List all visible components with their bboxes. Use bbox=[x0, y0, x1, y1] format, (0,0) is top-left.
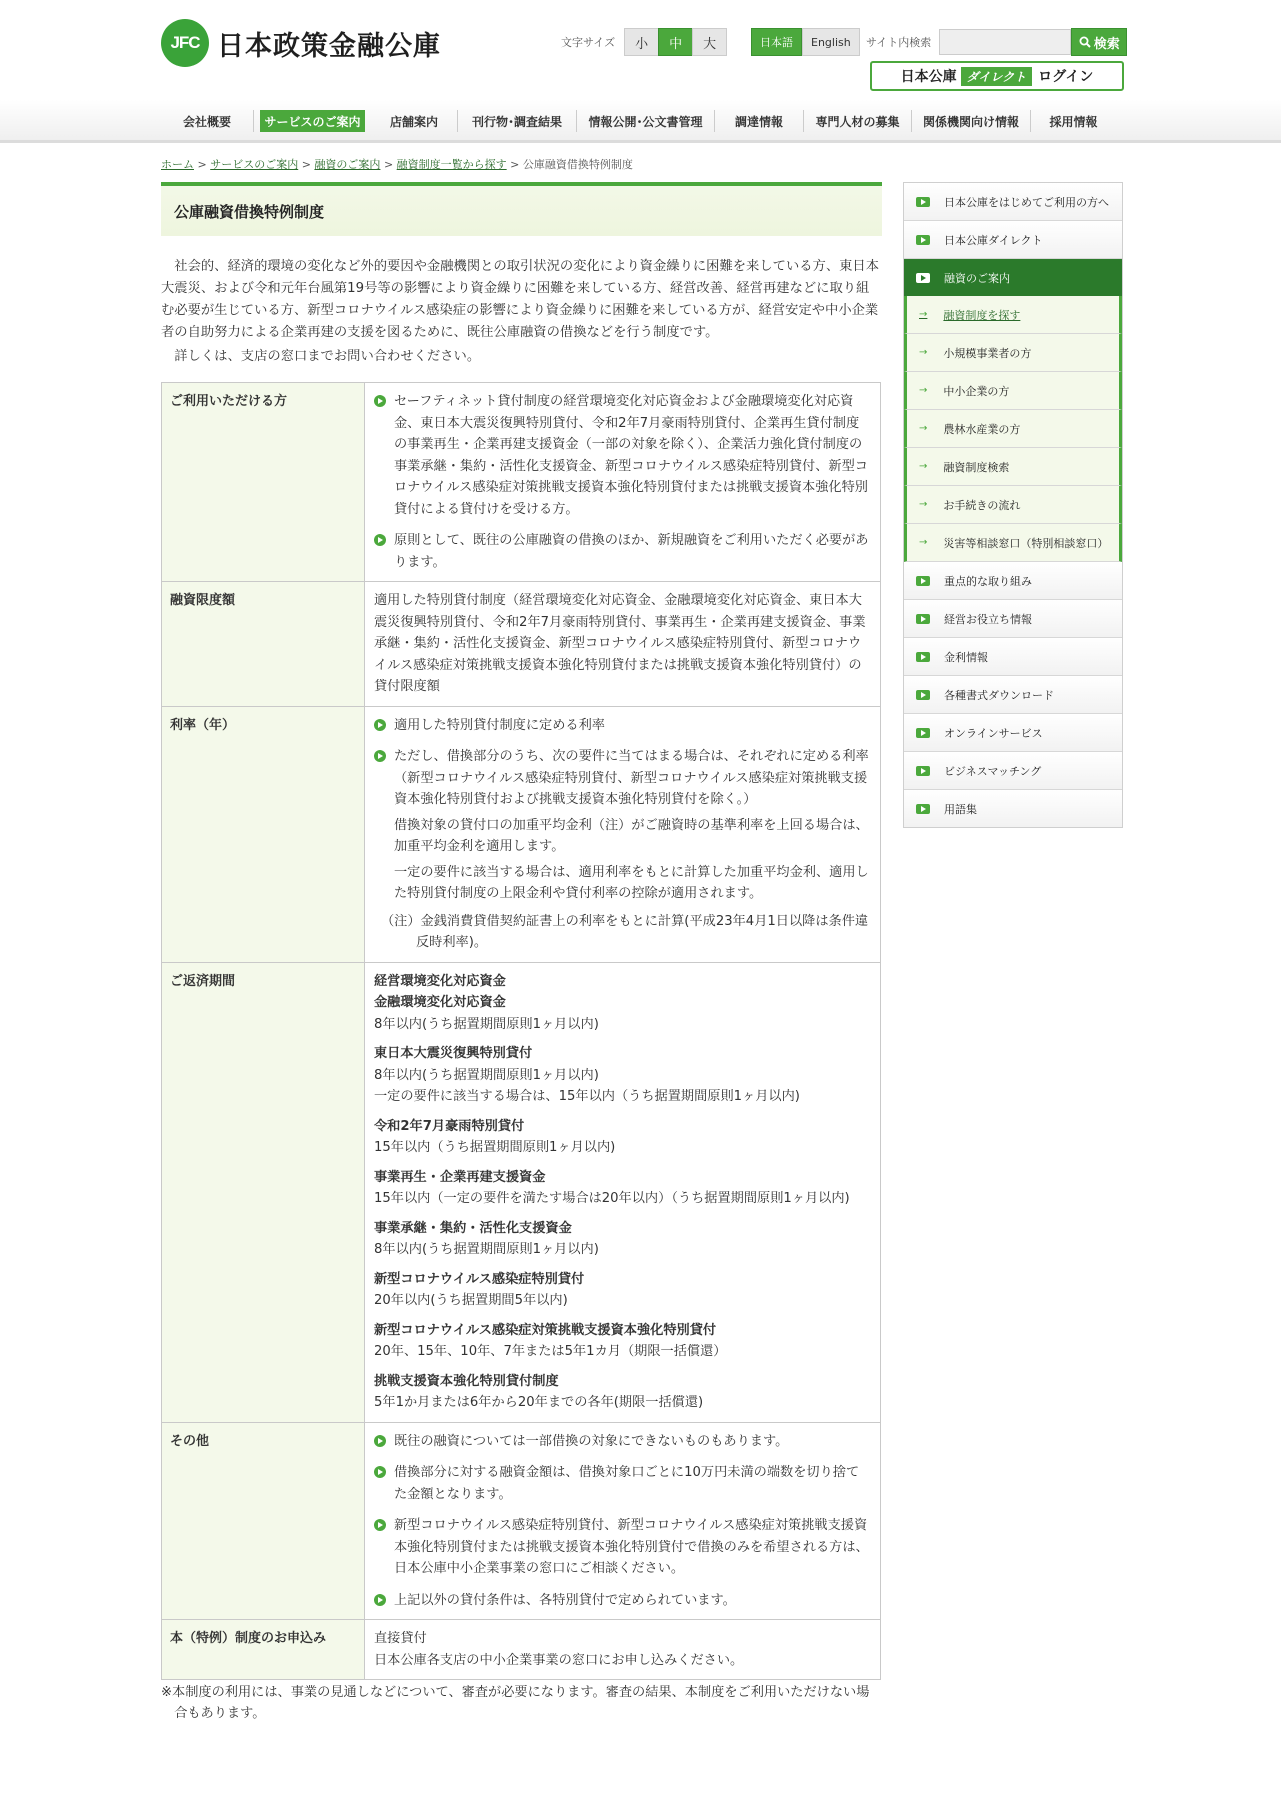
loan-conditions-table bbox=[161, 382, 881, 1680]
rate-condition-2: 一定の要件に該当する場合は、適用利率をもとに計算した加重平均金利、適用した特別貸付制度の上限金利や貸付利率の控除が適用されます。 bbox=[394, 864, 869, 901]
breadcrumb-separator: > bbox=[197, 158, 207, 171]
logo-badge: JFC bbox=[161, 19, 209, 67]
row-label-other: その他 bbox=[162, 1422, 365, 1620]
sidenav-sub-label: 災害等相談窓口（特別相談窓口） bbox=[943, 536, 1109, 550]
intro-contact-paragraph: 詳しくは、支店の窓口までお問い合わせください。 bbox=[174, 349, 481, 364]
sidenav-sub-label: 農林水産業の方 bbox=[943, 422, 1021, 436]
bullet-icon bbox=[374, 1435, 386, 1447]
arrow-icon bbox=[916, 690, 930, 700]
table-row bbox=[162, 1422, 881, 1620]
arrow-icon bbox=[916, 614, 930, 624]
sidenav-item-business-info[interactable] bbox=[904, 600, 1122, 638]
repay-block-line: 15年以内（うち据置期間原則1ヶ月以内) bbox=[374, 1140, 616, 1155]
font-size-label: 文字サイズ bbox=[561, 36, 616, 49]
row-value-rate bbox=[365, 706, 881, 962]
row-value-repay bbox=[365, 962, 881, 1422]
repay-block-line: 一定の要件に該当する場合は、15年以内（うち据置期間原則1ヶ月以内) bbox=[374, 1089, 800, 1104]
chevron-right-icon: → bbox=[919, 461, 928, 472]
arrow-icon bbox=[916, 197, 930, 207]
bullet-icon bbox=[374, 1519, 386, 1531]
nav-related-orgs[interactable]: 関係機関向け情報 bbox=[912, 110, 1031, 132]
list-item-text: 既往の融資については一部借換の対象にできないものもあります。 bbox=[394, 1433, 789, 1449]
main-content bbox=[161, 182, 882, 1724]
side-nav bbox=[903, 182, 1123, 828]
sidenav-item-label: 重点的な取り組み bbox=[944, 574, 1032, 588]
nav-stores[interactable]: 店舗案内 bbox=[371, 110, 458, 132]
logo[interactable] bbox=[161, 19, 441, 67]
list-item-text: セーフティネット貸付制度の経営環境変化対応資金および金融環境変化対応資金、東日本大震災復興特別貸付、令和2年7月豪雨特別貸付、企業再生貸付制度の事業再生・企業再建支援資金（一部の対象を除く）、企業活力強化貸付制度の事業承継・集約・活性化支援資金、新型コロナウイルス感染症特別貸付、新型コロナウイルス感染症対策挑戦支援資本強化特別貸付または挑戦支援資本強化特別貸付による貸付けを受ける方。 bbox=[394, 394, 868, 517]
nav-procurement[interactable]: 調達情報 bbox=[715, 110, 804, 132]
repay-block-title: 東日本大震災復興特別貸付 bbox=[374, 1046, 533, 1061]
login-tag: ダイレクト bbox=[961, 67, 1033, 86]
sidenav-item-label: 用語集 bbox=[944, 802, 977, 816]
repay-block bbox=[374, 1320, 871, 1363]
sidenav-sub-label: 小規模事業者の方 bbox=[943, 346, 1032, 360]
repay-block-line: 8年以内(うち据置期間原則1ヶ月以内) bbox=[374, 1016, 599, 1032]
sidenav-sub-label: 融資制度検索 bbox=[943, 460, 1010, 474]
repay-block-line: 8年以内(うち据置期間原則1ヶ月以内) bbox=[374, 1067, 599, 1083]
sidenav-item-label: 日本公庫をはじめてご利用の方へ bbox=[944, 195, 1109, 209]
sidenav-item-label: 経営お役立ち情報 bbox=[944, 612, 1032, 626]
repay-block-title: 事業承継・集約・活性化支援資金 bbox=[374, 1220, 572, 1236]
row-label-apply: 本（特例）制度のお申込み bbox=[162, 1620, 365, 1680]
sidenav-sub-agriculture[interactable] bbox=[904, 410, 1122, 448]
bullet-icon bbox=[374, 395, 386, 407]
nav-services[interactable]: サービスのご案内 bbox=[260, 110, 365, 132]
search-input[interactable] bbox=[939, 29, 1071, 55]
intro-paragraph: 社会的、経済的環境の変化など外的要因や金融機関との取引状況の変化により資金繰りに困難を来している方、東日本大震災、および令和元年台風第19号等の影響により資金繰りに困難を来している方、経営改善、経営再建などに取り組む必要が生じている方、新型コロナウイルス感染症の影響により資金繰りに困難を来している方が、経営安定や中小企業者の自助努力による企業再建の支援を図るために、既往公庫融資の借換などを行う制度です。 bbox=[161, 259, 880, 340]
breadcrumb bbox=[161, 156, 633, 172]
repay-block bbox=[374, 1167, 871, 1210]
repay-block bbox=[374, 1116, 871, 1159]
sidenav-item-first-time[interactable] bbox=[904, 183, 1122, 221]
table-row bbox=[162, 383, 881, 582]
bullet-icon bbox=[374, 1466, 386, 1478]
bullet-icon bbox=[374, 750, 386, 762]
list-item bbox=[374, 391, 871, 520]
list-item-text: 新型コロナウイルス感染症特別貸付、新型コロナウイルス感染症対策挑戦支援資本強化特別貸付または挑戦支援資本強化特別貸付で借換のみを希望される方は、日本公庫中小企業事業の窓口にご相談ください。 bbox=[394, 1518, 869, 1576]
breadcrumb-separator: > bbox=[383, 158, 394, 171]
row-label-eligible: ご利用いただける方 bbox=[162, 383, 365, 582]
sidenav-item-rates[interactable] bbox=[904, 638, 1122, 676]
sidenav-sub-label: お手続きの流れ bbox=[943, 498, 1021, 512]
table-row bbox=[162, 706, 881, 962]
row-label-limit: 融資限度額 bbox=[162, 582, 365, 707]
sidenav-item-online[interactable] bbox=[904, 714, 1122, 752]
repay-block bbox=[374, 1269, 871, 1312]
repay-block-title: 新型コロナウイルス感染症対策挑戦支援資本強化特別貸付 bbox=[374, 1322, 717, 1338]
font-size-large-button[interactable]: 大 bbox=[692, 28, 727, 56]
repay-block-line: 8年以内(うち据置期間原則1ヶ月以内) bbox=[374, 1242, 599, 1257]
list-item bbox=[374, 1590, 871, 1612]
font-size-small-button[interactable]: 小 bbox=[624, 28, 659, 56]
sidenav-item-matching[interactable] bbox=[904, 752, 1122, 790]
nav-careers[interactable]: 採用情報 bbox=[1049, 114, 1098, 129]
sidenav-item-loans[interactable] bbox=[904, 259, 1122, 296]
chevron-right-icon: → bbox=[919, 385, 928, 396]
bullet-icon bbox=[374, 719, 386, 731]
chevron-right-icon: → bbox=[919, 499, 928, 510]
lang-japanese-button[interactable]: 日本語 bbox=[751, 28, 802, 56]
breadcrumb-home[interactable]: ホーム bbox=[161, 158, 194, 171]
nav-publications[interactable]: 刊行物･調査結果 bbox=[458, 110, 577, 132]
arrow-icon bbox=[916, 652, 930, 662]
site-search bbox=[866, 28, 1127, 56]
repay-block-title: 経営環境変化対応資金 bbox=[374, 973, 506, 989]
row-label-rate: 利率（年） bbox=[162, 706, 365, 962]
row-value-apply bbox=[365, 1620, 881, 1680]
bullet-icon bbox=[374, 1594, 386, 1606]
repay-block-title-2: 金融環境変化対応資金 bbox=[374, 995, 506, 1010]
table-row bbox=[162, 582, 881, 707]
table-row bbox=[162, 962, 881, 1422]
repay-block bbox=[374, 1218, 871, 1261]
list-item bbox=[374, 1431, 871, 1453]
search-button-label: 検索 bbox=[1093, 36, 1120, 52]
sidenav-sub-find-loan[interactable] bbox=[904, 296, 1122, 334]
arrow-icon bbox=[916, 728, 930, 738]
sidenav-sub-small-business[interactable] bbox=[904, 334, 1122, 372]
sidenav-item-label: オンラインサービス bbox=[944, 726, 1043, 740]
list-item-text: 適用した特別貸付制度に定める利率 bbox=[394, 717, 605, 733]
row-value-limit: 適用した特別貸付制度（経営環境変化対応資金、金融環境変化対応資金、東日本大震災復興特別貸付、令和2年7月豪雨特別貸付、事業再生・企業再建支援資金、事業承継・集約・活性化支援資金、新型コロナウイルス感染症特別貸付、新型コロナウイルス感染症対策挑戦支援資本強化特別貸付または挑戦支援資本強化特別貸付）の貸付限度額 bbox=[365, 582, 881, 707]
sidenav-item-label: ビジネスマッチング bbox=[944, 764, 1042, 778]
chevron-right-icon: → bbox=[919, 537, 928, 548]
breadcrumb-loan-list[interactable]: 融資制度一覧から探す bbox=[396, 158, 507, 171]
repay-block-title: 事業再生・企業再建支援資金 bbox=[374, 1169, 546, 1185]
global-nav bbox=[0, 100, 1281, 143]
sidenav-sub-disaster-desk[interactable] bbox=[904, 524, 1122, 562]
nav-recruit-specialists[interactable]: 専門人材の募集 bbox=[804, 110, 912, 132]
sidenav-item-label: 各種書式ダウンロード bbox=[944, 688, 1054, 702]
row-value-eligible bbox=[365, 383, 881, 582]
repay-block-line: 5年1か月または6年から20年までの各年(期限一括償還) bbox=[374, 1395, 704, 1410]
sidenav-sub-sme[interactable] bbox=[904, 372, 1122, 410]
repay-block-title: 令和2年7月豪雨特別貸付 bbox=[374, 1118, 525, 1134]
search-icon bbox=[1079, 36, 1091, 48]
apply-instructions: 日本公庫各支店の中小企業事業の窓口にお申し込みください。 bbox=[374, 1652, 744, 1668]
sidenav-item-label: 金利情報 bbox=[944, 650, 988, 664]
list-item bbox=[374, 1515, 871, 1580]
font-size-medium-button[interactable]: 中 bbox=[658, 28, 693, 56]
rate-note: （注）金銭消費貸借契約証書上の利率をもとに計算(平成23年4月1日以降は条件違反時利率)。 bbox=[381, 913, 869, 950]
arrow-icon bbox=[916, 804, 930, 814]
logo-text: 日本政策金融公庫 bbox=[217, 30, 441, 62]
repay-block-line: 20年以内(うち据置期間5年以内) bbox=[374, 1293, 568, 1308]
search-button[interactable] bbox=[1071, 28, 1127, 56]
search-label: サイト内検索 bbox=[866, 36, 932, 49]
footnote: ※本制度の利用には、事業の見通しなどについて、審査が必要になります。審査の結果、本制度をご利用いただけない場合もあります。 bbox=[161, 1685, 870, 1721]
breadcrumb-services[interactable]: サービスのご案内 bbox=[210, 158, 299, 171]
sidenav-sub-procedure[interactable] bbox=[904, 486, 1122, 524]
repay-block bbox=[374, 971, 871, 1036]
arrow-icon bbox=[916, 766, 930, 776]
chevron-right-icon: → bbox=[919, 347, 928, 358]
list-item bbox=[374, 715, 871, 737]
direct-login-button[interactable] bbox=[870, 61, 1124, 91]
nav-disclosure[interactable]: 情報公開･公文書管理 bbox=[577, 110, 715, 132]
chevron-right-icon: → bbox=[919, 423, 928, 434]
nav-company[interactable]: 会社概要 bbox=[161, 110, 254, 132]
repay-block bbox=[374, 1043, 871, 1108]
sidenav-item-label: 融資のご案内 bbox=[944, 271, 1010, 285]
list-item bbox=[374, 1462, 871, 1505]
sidenav-sub-label: 融資制度を探す bbox=[943, 308, 1021, 322]
sidenav-sub-label: 中小企業の方 bbox=[943, 384, 1010, 398]
arrow-icon bbox=[916, 235, 930, 245]
repay-block-title: 挑戦支援資本強化特別貸付制度 bbox=[374, 1373, 559, 1389]
breadcrumb-separator: > bbox=[510, 158, 520, 171]
arrow-icon bbox=[916, 576, 930, 586]
table-row bbox=[162, 1620, 881, 1680]
repay-block-line: 15年以内（一定の要件を満たす場合は20年以内）（うち据置期間原則1ヶ月以内) bbox=[374, 1191, 850, 1206]
breadcrumb-separator: > bbox=[301, 158, 311, 171]
list-item bbox=[374, 746, 871, 811]
login-label: ログイン bbox=[1038, 69, 1094, 85]
rate-condition-1: 借換対象の貸付口の加重平均金利（注）がご融資時の基準利率を上回る場合は、加重平均金利を適用します。 bbox=[394, 817, 869, 854]
site-header bbox=[0, 0, 1281, 88]
page-title: 公庫融資借換特例制度 bbox=[161, 182, 882, 236]
bullet-icon bbox=[374, 534, 386, 546]
list-item bbox=[374, 530, 871, 573]
list-item-text: 借換部分に対する融資金額は、借換対象口ごとに10万円未満の端数を切り捨てた金額となります。 bbox=[394, 1465, 860, 1502]
repay-block bbox=[374, 1371, 871, 1414]
row-label-repay: ご返済期間 bbox=[162, 962, 365, 1422]
list-item-text: 上記以外の貸付条件は、各特別貸付で定められています。 bbox=[394, 1592, 736, 1608]
list-item-text: 原則として、既往の公庫融資の借換のほか、新規融資をご利用いただく必要があります。 bbox=[394, 533, 869, 570]
breadcrumb-loans[interactable]: 融資のご案内 bbox=[314, 158, 381, 171]
login-prefix: 日本公庫 bbox=[900, 69, 957, 85]
arrow-icon bbox=[916, 273, 930, 283]
font-size-switcher bbox=[561, 28, 727, 56]
sidenav-item-downloads[interactable] bbox=[904, 676, 1122, 714]
row-value-other bbox=[365, 1422, 881, 1620]
repay-block-title: 新型コロナウイルス感染症特別貸付 bbox=[374, 1271, 585, 1287]
sidenav-item-label: 日本公庫ダイレクト bbox=[944, 233, 1043, 247]
language-switcher bbox=[751, 28, 860, 56]
sidenav-item-direct[interactable] bbox=[904, 221, 1122, 259]
chevron-right-icon: → bbox=[919, 309, 928, 320]
lang-english-button[interactable]: English bbox=[802, 28, 860, 56]
sidenav-item-glossary[interactable] bbox=[904, 790, 1122, 827]
breadcrumb-current: 公庫融資借換特例制度 bbox=[522, 158, 633, 171]
list-item-text: ただし、借換部分のうち、次の要件に当てはまる場合は、それぞれに定める利率（新型コロナウイルス感染症特別貸付、新型コロナウイルス感染症対策挑戦支援資本強化特別貸付および挑戦支援資本強化特別貸付を除く。） bbox=[394, 749, 869, 807]
sidenav-sub-loan-search[interactable] bbox=[904, 448, 1122, 486]
apply-method: 直接貸付 bbox=[374, 1631, 427, 1646]
repay-block-line: 20年、15年、10年、7年または5年1カ月（期限一括償還） bbox=[374, 1344, 727, 1359]
sidenav-item-priorities[interactable] bbox=[904, 562, 1122, 600]
